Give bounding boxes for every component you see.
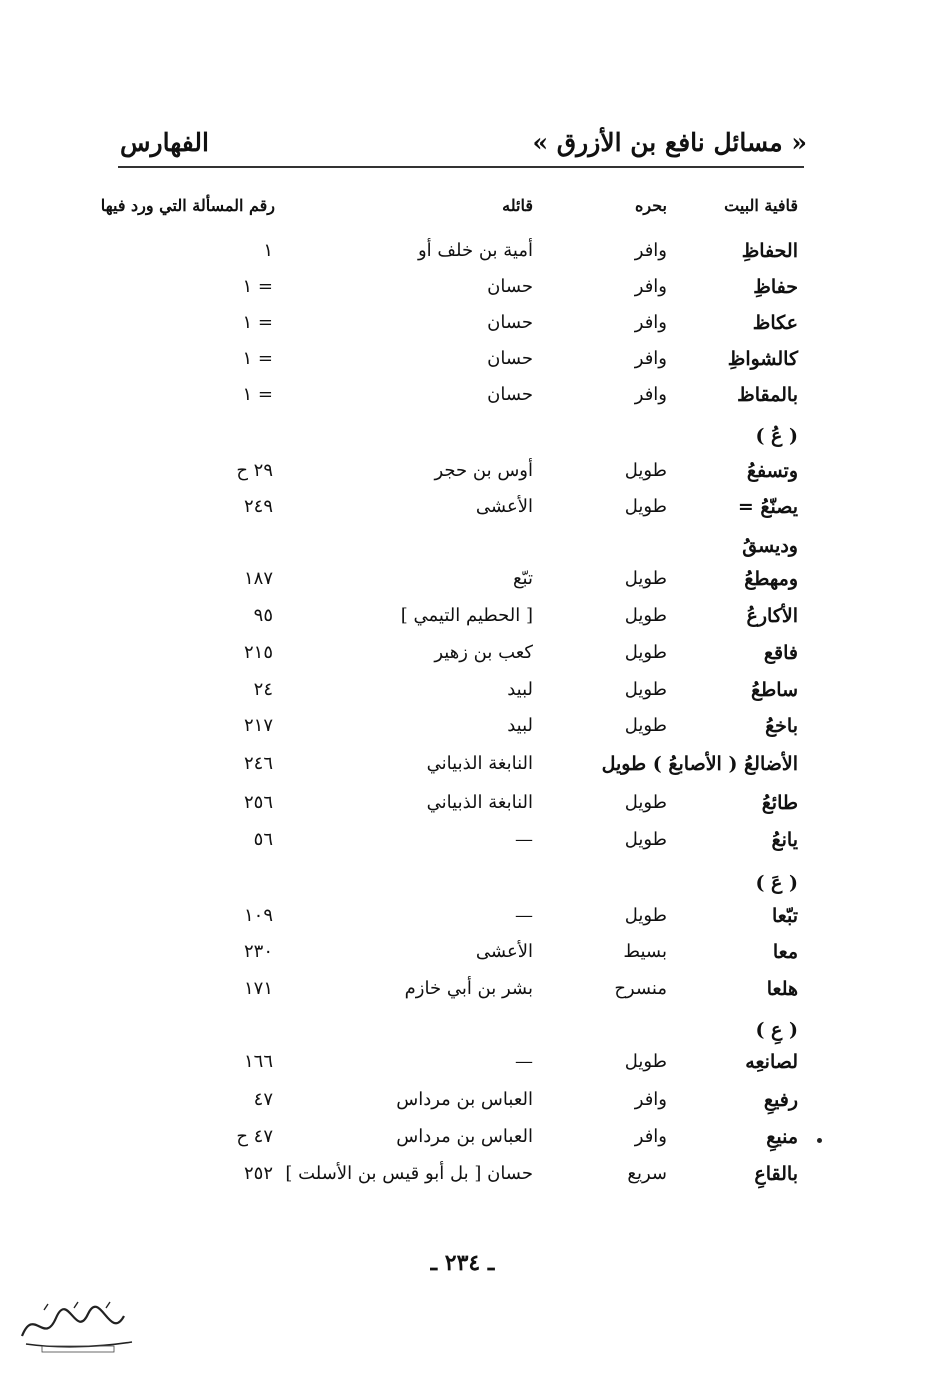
rhyme-cell: ( عِ ) bbox=[755, 1019, 798, 1041]
table-row bbox=[0, 829, 925, 859]
column-poet: قائله bbox=[502, 196, 533, 215]
table-row bbox=[0, 642, 925, 672]
table-row bbox=[0, 792, 925, 822]
table-row bbox=[0, 605, 925, 635]
issue-number-cell: ٢٤ bbox=[253, 679, 273, 700]
rhyme-cell: الأضالعُ ( الأصابعُ ) طويل bbox=[601, 753, 798, 775]
poet-cell: لبيد bbox=[507, 679, 533, 700]
poet-cell: أمية بن خلف أو bbox=[417, 240, 533, 261]
meter-cell: طويل bbox=[624, 460, 667, 481]
rhyme-cell: لصانعِه bbox=[745, 1051, 798, 1073]
rhyme-cell: الحفاظِ bbox=[741, 240, 798, 262]
meter-cell: وافر bbox=[634, 1089, 667, 1110]
rhyme-cell: رفيعِ bbox=[763, 1089, 798, 1111]
table-row bbox=[0, 1019, 925, 1049]
issue-number-cell: ٤٧ bbox=[253, 1089, 273, 1110]
column-meter: بحره bbox=[635, 196, 667, 215]
poet-cell: — bbox=[515, 905, 533, 926]
stray-mark bbox=[817, 1138, 822, 1143]
rhyme-cell: هلعا bbox=[766, 978, 798, 1000]
poet-cell: — bbox=[515, 829, 533, 850]
table-row bbox=[0, 872, 925, 902]
table-row bbox=[0, 1051, 925, 1081]
rhyme-cell: يصنّعُ = bbox=[737, 496, 798, 518]
table-row bbox=[0, 535, 925, 565]
issue-number-cell: ٢١٧ bbox=[243, 715, 273, 736]
poet-cell: تبّع bbox=[512, 568, 533, 589]
poet-cell: العباس بن مرداس bbox=[396, 1089, 533, 1110]
rhyme-cell: ( عَ ) bbox=[755, 872, 798, 894]
issue-number-cell: ٤٧ ح bbox=[236, 1126, 273, 1147]
watermark-logo bbox=[14, 1296, 139, 1356]
rhyme-cell: كالشواظِ bbox=[727, 348, 798, 370]
meter-cell: طويل bbox=[624, 642, 667, 663]
issue-number-cell: ٢٩ ح bbox=[236, 460, 273, 481]
meter-cell: وافر bbox=[634, 312, 667, 333]
meter-cell: وافر bbox=[634, 276, 667, 297]
rhyme-cell: بالقاعِ bbox=[754, 1163, 798, 1185]
table-row bbox=[0, 496, 925, 526]
section-title: الفهارس bbox=[120, 128, 209, 157]
rhyme-cell: ( عُ ) bbox=[755, 425, 798, 447]
table-row bbox=[0, 568, 925, 598]
rhyme-cell: معا bbox=[772, 941, 798, 963]
issue-number-cell: = ١ bbox=[242, 312, 273, 333]
meter-cell: سريع bbox=[627, 1163, 667, 1184]
header-rule bbox=[118, 166, 804, 168]
meter-cell: طويل bbox=[624, 605, 667, 626]
rhyme-cell: طائعُ bbox=[761, 792, 798, 814]
poet-cell: كعب بن زهير bbox=[434, 642, 533, 663]
rhyme-cell: فاقع bbox=[763, 642, 798, 664]
poet-cell: حسان bbox=[487, 348, 533, 369]
meter-cell: وافر bbox=[634, 384, 667, 405]
table-row bbox=[0, 679, 925, 709]
issue-number-cell: ١٨٧ bbox=[243, 568, 273, 589]
rhyme-cell: ساطعُ bbox=[751, 679, 798, 701]
table-row bbox=[0, 312, 925, 342]
issue-number-cell: = ١ bbox=[242, 276, 273, 297]
meter-cell: بسيط bbox=[623, 941, 667, 962]
poet-cell: لبيد bbox=[507, 715, 533, 736]
meter-cell: طويل bbox=[624, 679, 667, 700]
meter-cell: وافر bbox=[634, 240, 667, 261]
poet-cell: بشر بن أبي خازم bbox=[404, 978, 533, 999]
rhyme-cell: بالمقاظ bbox=[737, 384, 798, 406]
rhyme-cell: حفاظِ bbox=[753, 276, 798, 298]
issue-number-cell: = ١ bbox=[242, 384, 273, 405]
issue-number-cell: ١٦٦ bbox=[243, 1051, 273, 1072]
table-row bbox=[0, 1126, 925, 1156]
table-row bbox=[0, 905, 925, 935]
meter-cell: طويل bbox=[624, 829, 667, 850]
issue-number-cell: ٢٤٦ bbox=[243, 753, 273, 774]
poet-cell: النابغة الذبياني bbox=[426, 753, 533, 774]
poet-cell: العباس بن مرداس bbox=[396, 1126, 533, 1147]
meter-cell: طويل bbox=[624, 1051, 667, 1072]
rhyme-cell: وديسقُ bbox=[742, 535, 798, 557]
meter-cell: وافر bbox=[634, 1126, 667, 1147]
issue-number-cell: ٢١٥ bbox=[243, 642, 273, 663]
poet-cell: حسان bbox=[487, 312, 533, 333]
meter-cell: منسرح bbox=[614, 978, 667, 999]
table-row bbox=[0, 348, 925, 378]
meter-cell: وافر bbox=[634, 348, 667, 369]
issue-number-cell: ٩٥ bbox=[253, 605, 273, 626]
rhyme-cell: وتسفعُ bbox=[746, 460, 798, 482]
rhyme-cell: عكاظ bbox=[752, 312, 798, 334]
meter-cell: طويل bbox=[624, 905, 667, 926]
table-row bbox=[0, 276, 925, 306]
issue-number-cell: ٢٥٢ bbox=[243, 1163, 273, 1184]
rhyme-cell: منيعِ bbox=[766, 1126, 798, 1148]
table-row bbox=[0, 1089, 925, 1119]
page-number: ـ ٢٣٤ ـ bbox=[430, 1250, 495, 1276]
poet-cell: حسان [ بل أبو قيس بن الأسلت ] bbox=[285, 1163, 533, 1184]
rhyme-cell: الأكارعُ bbox=[746, 605, 798, 627]
poet-cell: [ الحطيم التيمي ] bbox=[400, 605, 533, 626]
poet-cell: الأعشى bbox=[475, 941, 533, 962]
issue-number-cell: ١٠٩ bbox=[243, 905, 273, 926]
poet-cell: أوس بن حجر bbox=[434, 460, 533, 481]
table-row bbox=[0, 1163, 925, 1193]
meter-cell: طويل bbox=[624, 496, 667, 517]
table-header bbox=[0, 196, 925, 226]
issue-number-cell: = ١ bbox=[242, 348, 273, 369]
meter-cell: طويل bbox=[624, 715, 667, 736]
poet-cell: حسان bbox=[487, 384, 533, 405]
poet-cell: النابغة الذبياني bbox=[426, 792, 533, 813]
meter-cell: طويل bbox=[624, 792, 667, 813]
table-row bbox=[0, 715, 925, 745]
poet-cell: حسان bbox=[487, 276, 533, 297]
issue-number-cell: ٢٣٠ bbox=[243, 941, 273, 962]
issue-number-cell: ٢٥٦ bbox=[243, 792, 273, 813]
book-title: « مسائل نافع بن الأزرق » bbox=[532, 128, 807, 157]
rhyme-cell: باخعُ bbox=[765, 715, 798, 737]
rhyme-cell: تبّعا bbox=[772, 905, 798, 927]
column-issue-number: رقم المسألة التي ورد فيها bbox=[100, 196, 275, 215]
rhyme-cell: ومهطعُ bbox=[744, 568, 798, 590]
issue-number-cell: ٢٤٩ bbox=[243, 496, 273, 517]
issue-number-cell: ١ bbox=[263, 240, 273, 261]
table-row bbox=[0, 240, 925, 270]
issue-number-cell: ٥٦ bbox=[253, 829, 273, 850]
table-row bbox=[0, 384, 925, 414]
rhyme-cell: يانعُ bbox=[771, 829, 798, 851]
table-row bbox=[0, 460, 925, 490]
poet-cell: الأعشى bbox=[475, 496, 533, 517]
meter-cell: طويل bbox=[624, 568, 667, 589]
poet-cell: — bbox=[515, 1051, 533, 1072]
table-row bbox=[0, 753, 925, 783]
table-row bbox=[0, 941, 925, 971]
table-row bbox=[0, 425, 925, 455]
column-rhyme: قافية البيت bbox=[724, 196, 798, 215]
table-row bbox=[0, 978, 925, 1008]
issue-number-cell: ١٧١ bbox=[243, 978, 273, 999]
